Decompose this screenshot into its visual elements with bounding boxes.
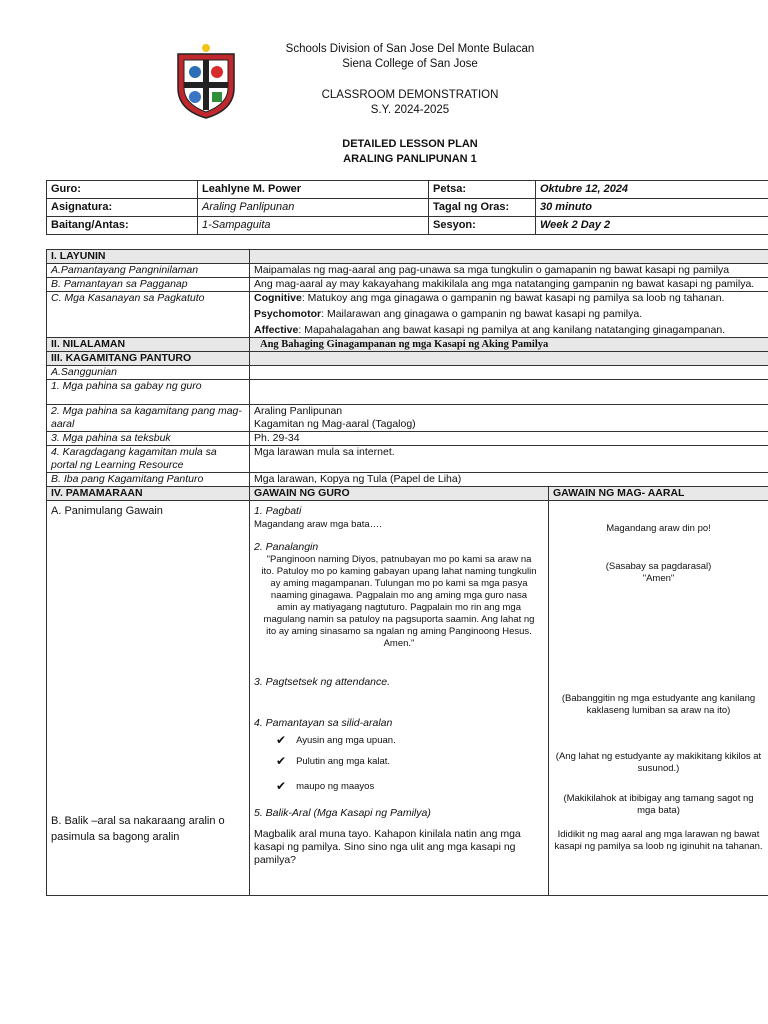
balik-aral-text: Magbalik aral muna tayo. Kahapon kinilala natin ang mga kasapi ng pamilya. Sino sino nga ulit ang mga kasapi ng pamilya? xyxy=(254,828,521,866)
rule-item: ✔ Pulutin ang mga kalat. xyxy=(276,754,391,768)
gawain-guro-content xyxy=(250,501,549,896)
response-amen: "Amen" xyxy=(642,573,675,584)
tagal-label: Tagal ng Oras: xyxy=(429,199,536,217)
check-icon: ✔ xyxy=(276,779,287,793)
sesyon-label: Sesyon: xyxy=(429,217,536,235)
teksbuk-label: 3. Mga pahina sa teksbuk xyxy=(47,432,250,446)
rule-item: ✔ maupo ng maayos xyxy=(276,779,375,793)
iba-pang-label: B. Iba pang Kagamitang Panturo xyxy=(47,473,250,487)
subject-title: ARALING PANLIPUNAN 1 xyxy=(343,153,477,165)
demo-title: CLASSROOM DEMONSTRATION xyxy=(321,89,499,101)
guro-value: Leahlyne M. Power xyxy=(198,181,429,199)
teksbuk-value: Ph. 29-34 xyxy=(250,432,768,446)
affective-label: Affective xyxy=(254,324,299,336)
panalangin-text: "Panginoon naming Diyos, patnubayan mo po kami sa araw na ito. Patuloy mo po kaming gabayan upang lahat naming tungkulin ay aming magampanan. Tulungan mo po kami sa mga pasya naaming ginagawa. Pagpalain mo ang aming mga guro nasa amin ay matiyagang nagtuturo. Pagpalain mo rin ang mga magulang namin sa patuloy na pagsuporta saamin. Ang lahat ng ito ay aming sinasamo sa ngalan ng aming Panginoong Hesus. Amen." xyxy=(261,554,537,649)
attendance-title: 3. Pagtsetsek ng attendance. xyxy=(254,676,391,688)
response-attendance: (Babanggitin ng mga estudyante ang kanilang kaklaseng lumiban sa araw na ito) xyxy=(561,693,756,716)
psychomotor-label: Psychomotor xyxy=(254,308,322,320)
kagamitang-aaral-value-1: Araling Panlipunan xyxy=(254,405,343,417)
petsa-label: Petsa: xyxy=(429,181,536,199)
rule-item: ✔ Ayusin ang mga upuan. xyxy=(276,733,396,747)
kagamitang-aaral-value-2: Kagamitan ng Mag-aaral (Tagalog) xyxy=(254,418,416,430)
psychomotor-text: : Mailarawan ang ginagawa o gampanin ng bawat kasapi ng pamilya. xyxy=(321,308,643,320)
asignatura-label: Asignatura: xyxy=(47,199,198,217)
panimulang-gawain-label: A. Panimulang Gawain xyxy=(51,505,163,517)
portal-value: Mga larawan mula sa internet. xyxy=(250,446,768,473)
nilalaman-heading: II. NILALAMAN xyxy=(47,338,250,352)
plan-title: DETAILED LESSON PLAN xyxy=(342,138,478,150)
gabay-guro-value xyxy=(250,380,768,405)
layunin-b-label: B. Pamantayan sa Pagganap xyxy=(47,278,250,292)
tagal-value: 30 minuto xyxy=(536,199,768,217)
portal-label: 4. Karagdagang kagamitan mula sa portal ng Learning Resource xyxy=(47,446,250,473)
balik-aral-title: 5. Balik-Aral (Mga Kasapi ng Pamilya) xyxy=(254,807,431,819)
layunin-b-text: Ang mag-aaral ay may kakayahang makikilala ang mga natatanging gampanin ng bawat kasapi ng pamilya. xyxy=(250,278,768,292)
petsa-value: Oktubre 12, 2024 xyxy=(536,181,768,199)
affective-text: : Mapahalagahan ang bawat kasapi ng pamilya at ang kanilang natatanging ginagampanan. xyxy=(298,324,726,336)
baitang-label: Baitang/Antas: xyxy=(47,217,198,235)
info-table xyxy=(46,180,768,235)
check-icon: ✔ xyxy=(276,754,287,768)
kagamitan-heading: III. KAGAMITANG PANTURO xyxy=(47,352,250,366)
sanggunian-label: A.Sanggunian xyxy=(47,366,250,380)
response-greeting: Magandang araw din po! xyxy=(606,523,711,534)
school-name: Siena College of San Jose xyxy=(342,58,478,70)
gabay-guro-label: 1. Mga pahina sa gabay ng guro xyxy=(47,380,250,405)
layunin-a-text: Maipamalas ng mag-aaral ang pag-unawa sa mga tungkulin o gamapanin ng bawat kasapi ng pamilya xyxy=(250,264,768,278)
cognitive-label: Cognitive xyxy=(254,292,302,304)
layunin-a-label: A.Pamantayang Pangninilaman xyxy=(47,264,250,278)
response-prayer: (Sasabay sa pagdarasal) xyxy=(605,561,712,572)
asignatura-value: Araling Panlipunan xyxy=(198,199,429,217)
check-icon: ✔ xyxy=(276,733,287,747)
iba-pang-value: Mga larawan, Kopya ng Tula (Papel de Liha) xyxy=(250,473,768,487)
guro-label: Guro: xyxy=(47,181,198,199)
nilalaman-text: Ang Bahaging Ginagampanan ng mga Kasapi ng Aking Pamilya xyxy=(250,338,768,352)
gawain-aaral-header: GAWAIN NG MAG- AARAL xyxy=(549,487,768,501)
sesyon-value: Week 2 Day 2 xyxy=(536,217,768,235)
balik-aral-label: B. Balik –aral sa nakaraang aralin o pasimula sa bagong aralin xyxy=(51,815,225,843)
response-review: Ididikit ng mag aaral ang mga larawan ng bawat kasapi ng pamilya sa loob ng iginuhit na tahanan. xyxy=(554,829,763,852)
kagamitang-aaral-label: 2. Mga pahina sa kagamitang pang mag-aaral xyxy=(47,405,250,432)
gawain-guro-header: GAWAIN NG GURO xyxy=(250,487,549,501)
cognitive-text: : Matukoy ang mga ginagawa o gampanin ng bawat kasapi ng pamilya sa loob ng tahanan. xyxy=(301,292,725,304)
pamamaraan-steps xyxy=(47,501,250,896)
pagbati-text: Magandang araw mga bata…. xyxy=(254,519,382,530)
pagbati-title: 1. Pagbati xyxy=(254,505,302,517)
pamantayan-title: 4. Pamantayan sa silid-aralan xyxy=(254,717,393,729)
response-rules: (Ang lahat ng estudyante ay makikitang kikilos at susunod.) xyxy=(555,751,762,774)
division-name: Schools Division of San Jose Del Monte Bulacan xyxy=(285,43,535,55)
baitang-value: 1-Sampaguita xyxy=(198,217,429,235)
layunin-heading: I. LAYUNIN xyxy=(47,250,250,264)
gawain-aaral-content xyxy=(549,501,768,896)
panalangin-title: 2. Panalangin xyxy=(254,541,319,553)
pamamaraan-heading: IV. PAMAMARAAN xyxy=(47,487,250,501)
response-participation: (Makikilahok at ibibigay ang tamang sagot ng mga bata) xyxy=(563,793,754,816)
lesson-plan-table xyxy=(46,249,768,896)
school-year: S.Y. 2024-2025 xyxy=(370,104,450,116)
layunin-c-label: C. Mga Kasanayan sa Pagkatuto xyxy=(47,292,250,338)
layunin-c-text xyxy=(250,292,768,338)
